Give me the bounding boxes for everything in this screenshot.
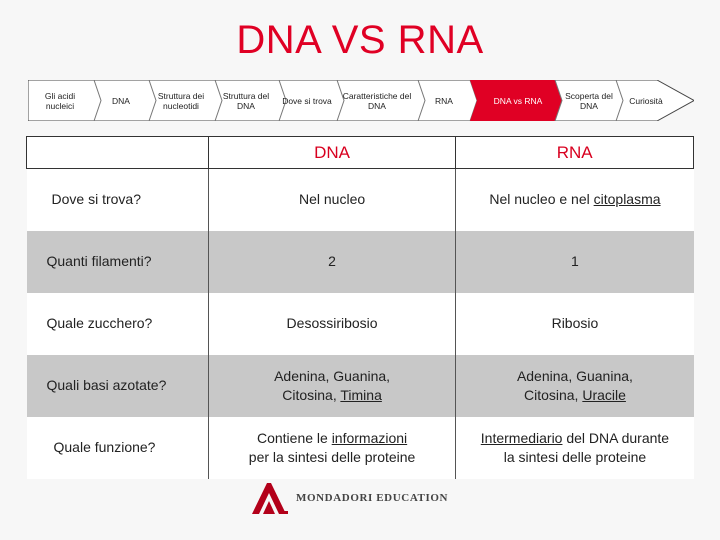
comparison-table [26, 136, 694, 479]
nav-item-dna-vs-rna[interactable]: DNA vs RNA [493, 95, 543, 106]
cell-text: Citosina, [282, 386, 341, 403]
link-informazioni[interactable]: informazioni [331, 429, 408, 446]
cell-text: la sintesi delle proteine [503, 448, 647, 465]
cell-dna [208, 355, 456, 417]
nav-item-scoperta-dna[interactable]: Scoperta del DNA [565, 90, 613, 111]
cell-rna [456, 417, 694, 479]
logo-text: MONDADORI EDUCATION [296, 492, 449, 504]
nav-item-curiosita[interactable]: Curiosità [629, 95, 663, 106]
cell-rna [456, 169, 694, 231]
nav-item-caratteristiche-dna[interactable]: Caratteristiche del DNA [342, 90, 412, 111]
cell-text: Nel nucleo e nel [489, 191, 594, 208]
mondadori-logo-icon [250, 481, 290, 515]
cell-dna: Nel nucleo [208, 169, 456, 231]
table-header-empty [27, 137, 209, 169]
nav-bar [28, 80, 694, 121]
link-citoplasma[interactable]: citoplasma [593, 191, 661, 208]
row-question: Dove si trova? [27, 169, 209, 231]
mondadori-logo [250, 480, 448, 516]
table-row [27, 293, 694, 355]
nav-item-dna[interactable]: DNA [112, 95, 130, 106]
link-intermediario[interactable]: Intermediario [480, 429, 563, 446]
table-row [27, 231, 694, 293]
table-row [27, 355, 694, 417]
cell-dna: 2 [208, 231, 456, 293]
cell-text: Adenina, Guanina, [516, 367, 633, 384]
table-header-row [27, 137, 694, 169]
cell-text: Citosina, [523, 386, 583, 403]
link-timina[interactable]: Timina [340, 386, 382, 403]
cell-text: per la sintesi delle proteine [248, 448, 416, 465]
cell-text: Adenina, Guanina, [274, 367, 391, 384]
nav-item-acidi-nucleici[interactable]: Gli acidi nucleici [44, 90, 76, 111]
row-question: Quanti filamenti? [27, 231, 209, 293]
table-row [27, 169, 694, 231]
nav-item-struttura-dna[interactable]: Struttura del DNA [222, 90, 270, 111]
cell-text: Contiene le [256, 429, 332, 446]
table-row [27, 417, 694, 479]
nav-item-rna[interactable]: RNA [435, 95, 453, 106]
cell-dna: Desossiribosio [208, 293, 456, 355]
column-header-dna: DNA [208, 137, 456, 169]
cell-text: del DNA durante [562, 429, 670, 446]
cell-rna: 1 [456, 231, 694, 293]
row-question: Quale funzione? [27, 417, 209, 479]
column-header-rna: RNA [456, 137, 694, 169]
link-uracile[interactable]: Uracile [582, 386, 626, 403]
nav-item-dove-si-trova[interactable]: Dove si trova [282, 95, 332, 106]
nav-item-struttura-nucleotidi[interactable]: Struttura dei nucleotidi [157, 90, 205, 111]
cell-rna: Ribosio [456, 293, 694, 355]
cell-dna [208, 417, 456, 479]
row-question: Quale zucchero? [27, 293, 209, 355]
page-title: DNA VS RNA [236, 18, 484, 62]
row-question: Quali basi azotate? [27, 355, 209, 417]
cell-rna [456, 355, 694, 417]
